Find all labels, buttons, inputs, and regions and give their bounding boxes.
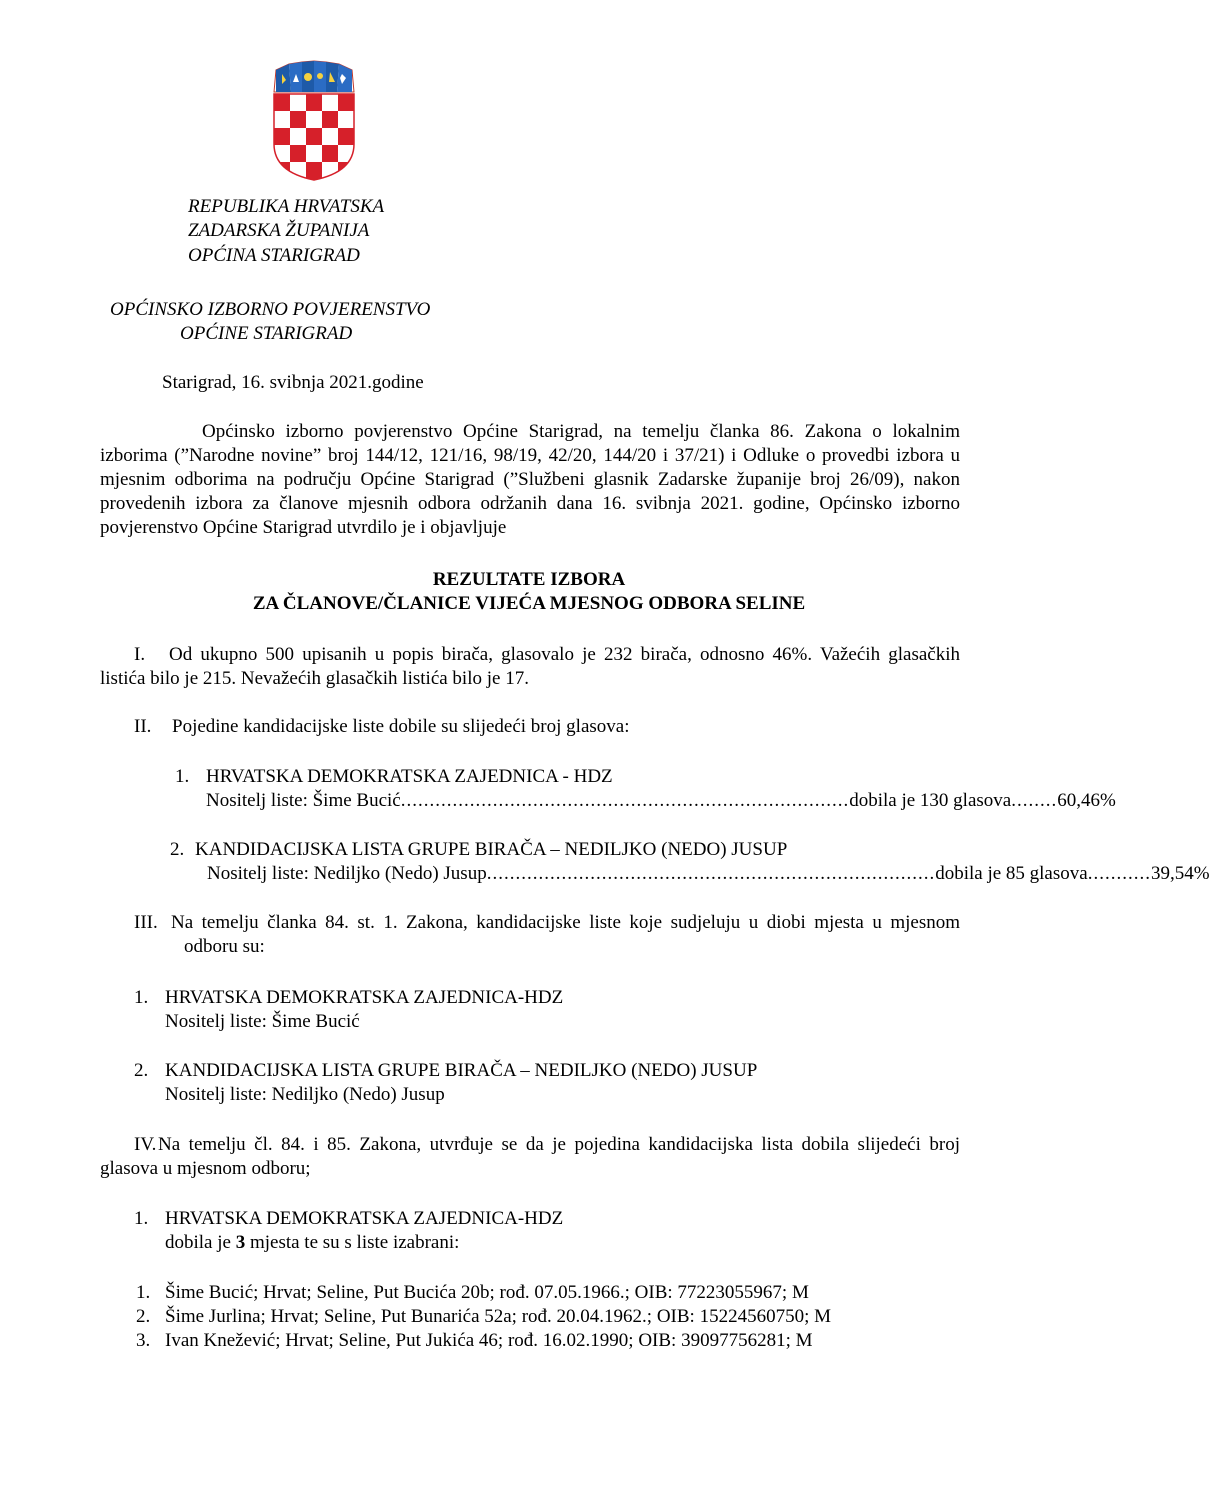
commission-name-line2: OPĆINE STARIGRAD (180, 323, 353, 344)
crown-icon (274, 61, 354, 92)
elected-number: 1. (136, 1282, 151, 1303)
list-item-votes: dobila je 130 glasova (849, 790, 1012, 811)
document-title: REZULTATE IZBORA (432, 569, 626, 590)
coat-of-arms-image (272, 52, 356, 182)
section-votes-intro: Pojedine kandidacijske liste dobile su slijedeći broj glasova: (172, 716, 630, 737)
list-item-result: Nositelj liste: Šime Bucić .............................................................................. dobila je 130 glasova ........ 60,46% (206, 790, 1116, 811)
elected-number: 3. (136, 1330, 151, 1351)
list-item-number: 2. (134, 1060, 149, 1081)
list-item-name: KANDIDACIJSKA LISTA GRUPE BIRAČA – NEDILJKO (NEDO) JUSUP (195, 839, 788, 860)
section-distribution-text: Na temelju čl. 84. i 85. Zakona, utvrđuje se da je pojedina kandidacijska lista dobila slijedeći broj glasova u mjesnom odboru; (100, 1134, 960, 1179)
list-item-percent: 60,46% (1057, 790, 1116, 811)
list-item-holder: Nositelj liste: Nediljko (Nedo) Jusup (207, 863, 487, 884)
list-item-result: Nositelj liste: Nediljko (Nedo) Jusup .............................................................................. dobila je 85 glasova ........... 39,54% (207, 863, 1210, 884)
section-number: I. (134, 644, 146, 665)
header-municipality: OPĆINA STARIGRAD (188, 245, 360, 266)
list-item-number: 1. (134, 1208, 149, 1229)
list-item-name: HRVATSKA DEMOKRATSKA ZAJEDNICA-HDZ (165, 987, 564, 1008)
list-item-percent: 39,54% (1150, 863, 1210, 884)
header-county: ZADARSKA ŽUPANIJA (188, 220, 370, 241)
list-item-holder: Nositelj liste: Šime Bucić (206, 790, 401, 811)
section-seats-text: Na temelju članka 84. st. 1. Zakona, kandidacijske liste koje sudjeluju u diobi mjesta u mjesnom odboru su: (171, 912, 960, 957)
list-item-votes: dobila je 85 glasova (935, 863, 1088, 884)
list-item-name: HRVATSKA DEMOKRATSKA ZAJEDNICA-HDZ (165, 1208, 564, 1229)
list-item-name: HRVATSKA DEMOKRATSKA ZAJEDNICA - HDZ (206, 766, 613, 787)
section-number: II. (134, 716, 152, 737)
section-number: IV. (134, 1134, 157, 1155)
list-item-holder: Nositelj liste: Šime Bucić (165, 1011, 360, 1032)
header-republic: REPUBLIKA HRVATSKA (188, 196, 385, 217)
list-item-number: 2. (170, 839, 185, 860)
list-item-holder: Nositelj liste: Nediljko (Nedo) Jusup (165, 1084, 445, 1105)
document-subtitle: ZA ČLANOVE/ČLANICE VIJEĆA MJESNOG ODBORA SELINE (252, 593, 806, 614)
commission-name: OPĆINSKO IZBORNO POVJERENSTVO (110, 299, 431, 320)
list-item-name: KANDIDACIJSKA LISTA GRUPE BIRAČA – NEDILJKO (NEDO) JUSUP (165, 1060, 758, 1081)
date-line: Starigrad, 16. svibnja 2021.godine (162, 372, 424, 393)
list-item-number: 1. (175, 766, 190, 787)
intro-paragraph: Općinsko izborno povjerenstvo Općine Starigrad, na temelju članka 86. Zakona o lokalnim izborima (”Narodne novine” broj 144/12, 121/16, 98/19, 42/20, 144/20 i 37/21) i Odluke o provedbi izbora u mjesnim odborima na području Općine Starigrad (”Službeni glasnik Zadarske županije broj 26/09), nakon provedenih izbora za članove mjesnih odbora održanih dana 16. svibnja 2021. godine, Općinsko izborno povjerenstvo Općine Starigrad utvrdilo je i objavljuje (100, 421, 960, 538)
elected-member: Šime Bucić; Hrvat; Seline, Put Bucića 20b; rođ. 07.05.1966.; OIB: 77223055967; M (165, 1282, 809, 1303)
elected-number: 2. (136, 1306, 151, 1327)
elected-member: Šime Jurlina; Hrvat; Seline, Put Bunarića 52a; rođ. 20.04.1962.; OIB: 15224560750; M (165, 1306, 831, 1327)
seats-line: dobila je 3 mjesta te su s liste izabrani: (165, 1232, 460, 1253)
list-item-number: 1. (134, 987, 149, 1008)
elected-member: Ivan Knežević; Hrvat; Seline, Put Jukića 46; rođ. 16.02.1990; OIB: 39097756281; M (165, 1330, 813, 1351)
section-number: III. (134, 912, 158, 933)
seats-count: 3 (235, 1232, 246, 1253)
section-turnout-text: Od ukupno 500 upisanih u popis birača, glasovalo je 232 birača, odnosno 46%. Važećih glasačkih listića bilo je 215. Nevažećih glasačkih listića bilo je 17. (100, 644, 960, 689)
